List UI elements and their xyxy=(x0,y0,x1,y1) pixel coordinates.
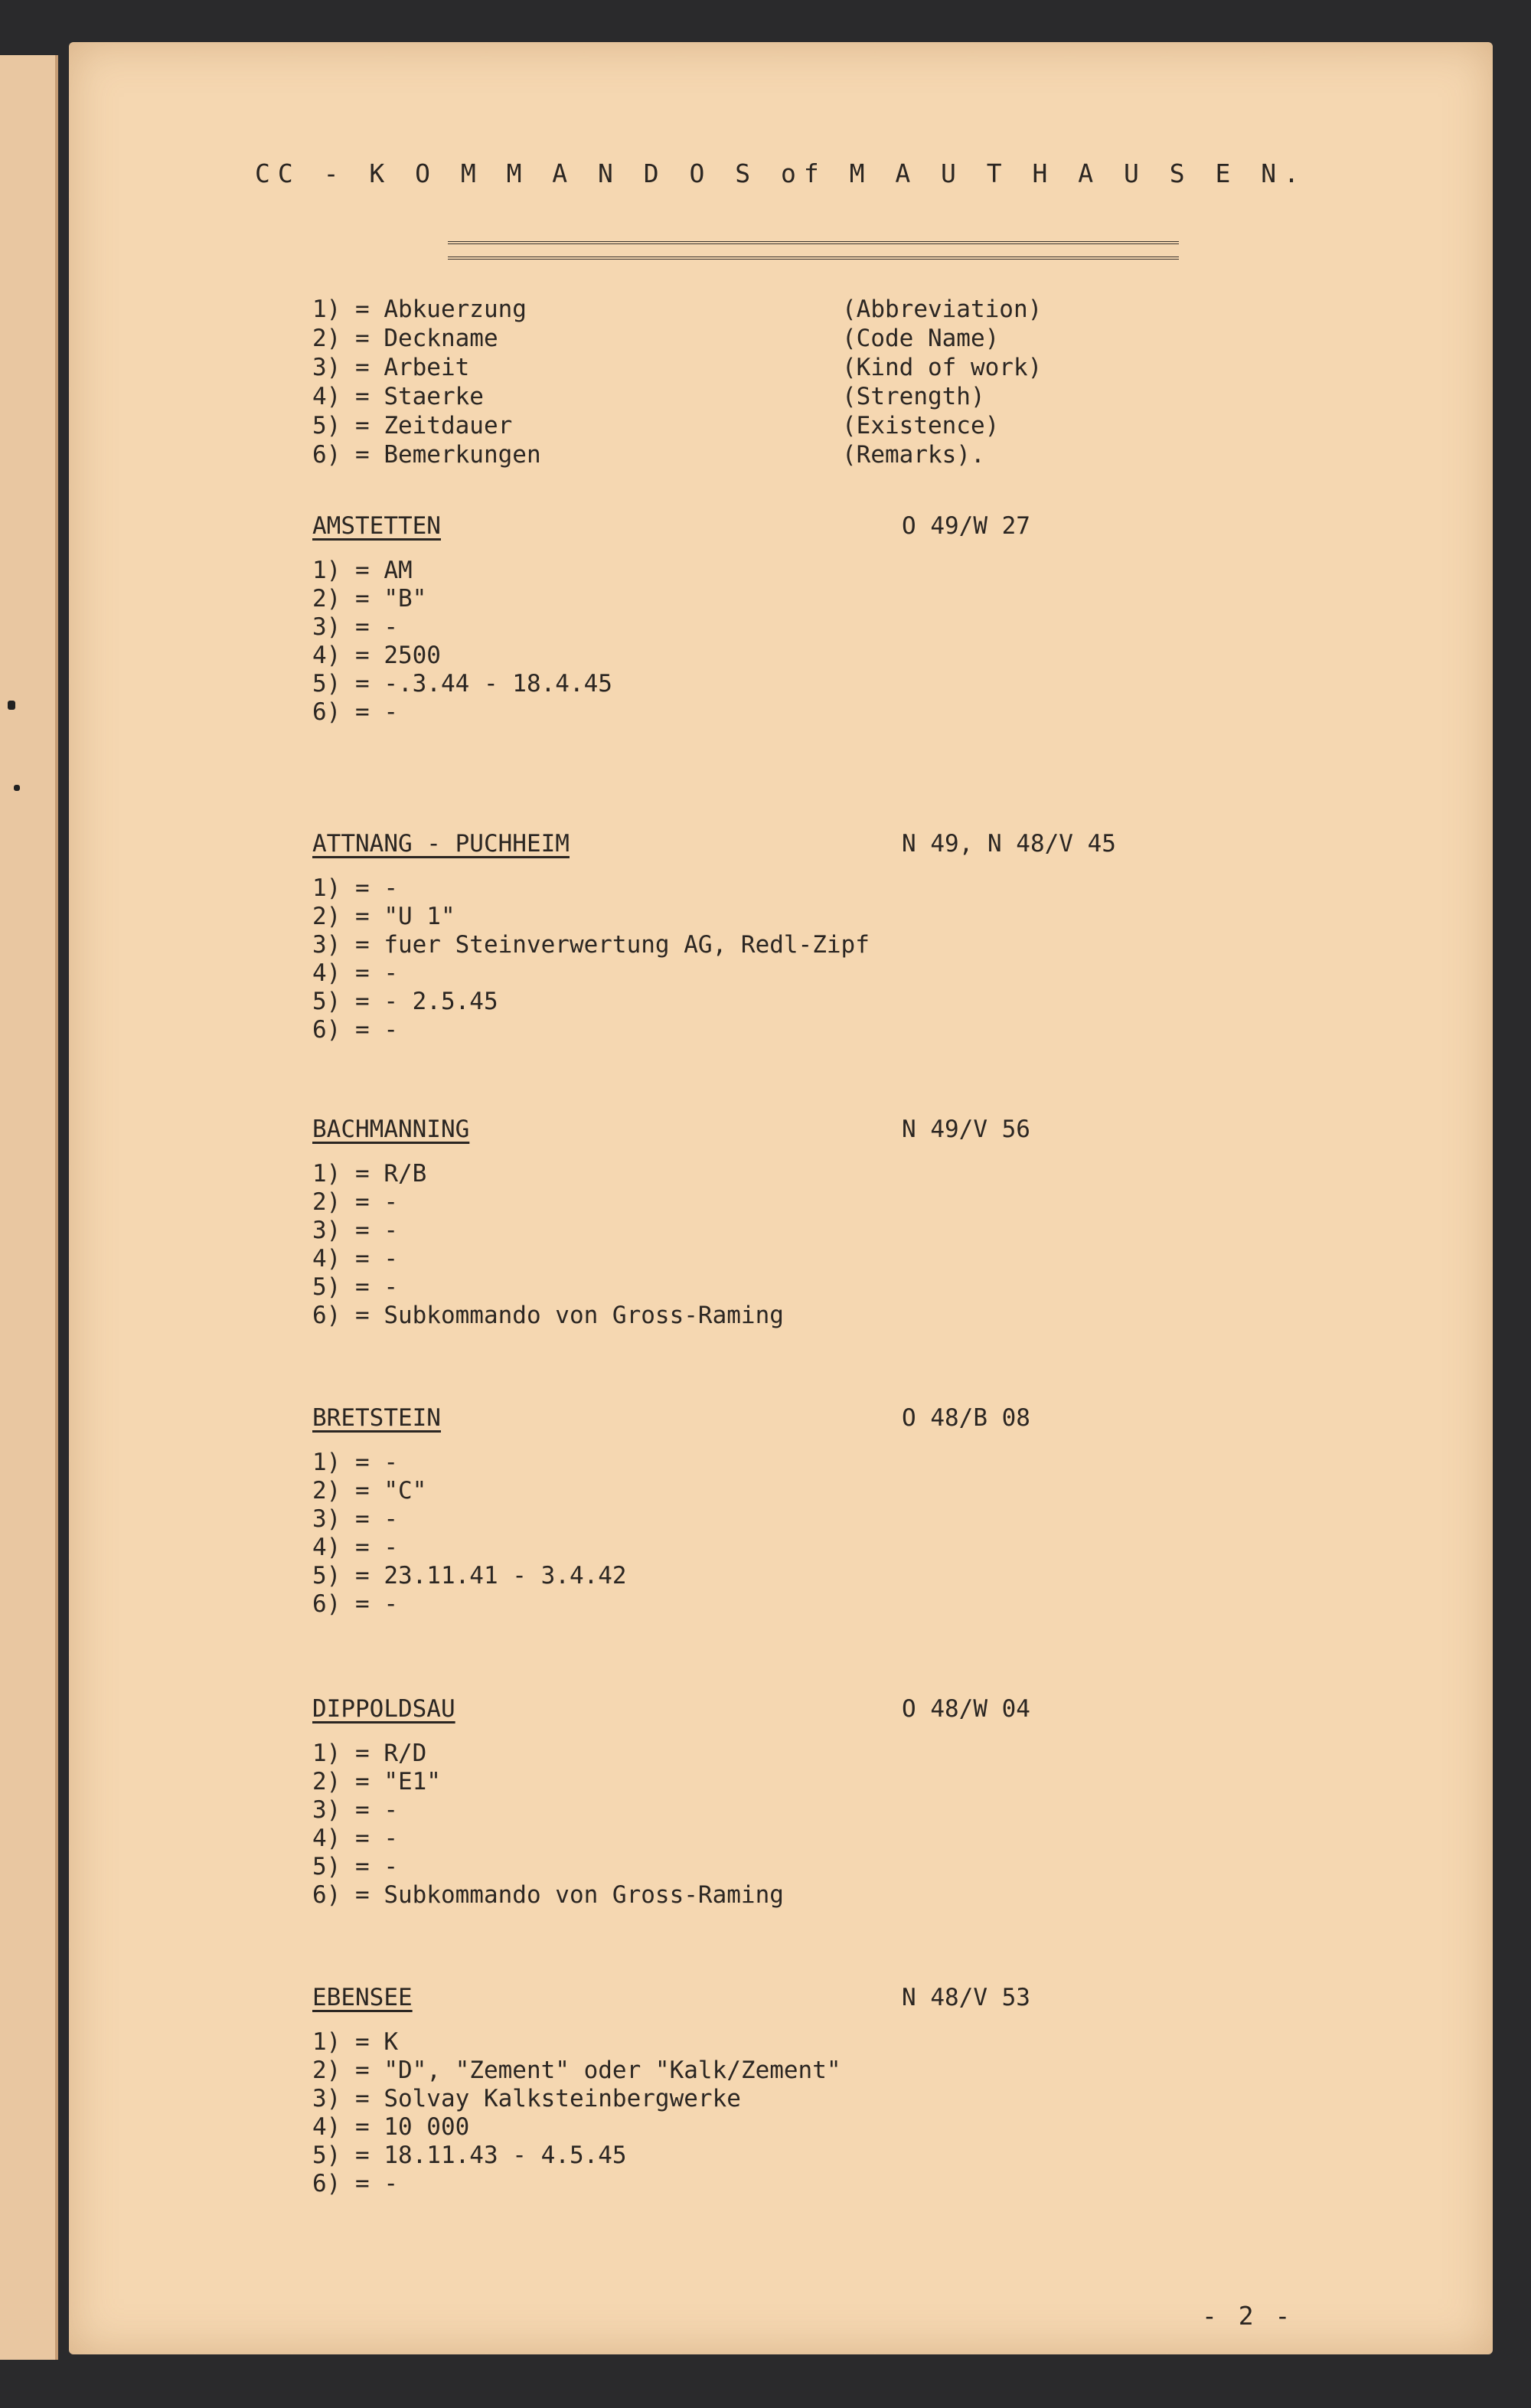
item-line: 4) = - xyxy=(312,1245,398,1273)
legend-line: (Remarks). xyxy=(842,441,985,469)
section-code: N 48/V 53 xyxy=(902,1984,1030,2011)
item-line: 6) = Subkommando von Gross-Raming xyxy=(312,1302,784,1329)
item-line: 5) = 18.11.43 - 4.5.45 xyxy=(312,2142,627,2169)
section-items xyxy=(312,1449,1461,1619)
item-line: 2) = "B" xyxy=(312,585,427,613)
legend-line: 3) = Arbeit xyxy=(312,354,470,381)
section-name: AMSTETTEN xyxy=(312,512,441,540)
item-line: 2) = "U 1" xyxy=(312,903,455,930)
item-line: 1) = - xyxy=(312,1449,398,1476)
legend-german xyxy=(312,295,541,469)
section-amstetten xyxy=(312,509,1461,727)
item-line: 6) = - xyxy=(312,698,398,726)
section-attnang-puchheim xyxy=(312,827,1461,1044)
section-bachmanning xyxy=(312,1113,1461,1330)
legend-line: (Existence) xyxy=(842,412,1000,439)
ink-speck xyxy=(8,701,15,710)
item-line: 1) = AM xyxy=(312,557,413,584)
ink-speck xyxy=(14,785,20,791)
legend-line: (Abbreviation) xyxy=(842,296,1043,323)
item-line: 2) = "C" xyxy=(312,1477,427,1505)
item-line: 5) = 23.11.41 - 3.4.42 xyxy=(312,1562,627,1590)
section-code: O 49/W 27 xyxy=(902,512,1030,540)
item-line: 1) = - xyxy=(312,874,398,902)
section-code: O 48/B 08 xyxy=(902,1404,1030,1432)
item-line: 6) = - xyxy=(312,1016,398,1044)
item-line: 3) = - xyxy=(312,1217,398,1244)
section-items xyxy=(312,874,1461,1044)
section-items xyxy=(312,1740,1461,1910)
document-page xyxy=(69,42,1493,2354)
title-double-rule xyxy=(448,241,1179,260)
adjacent-page-edge xyxy=(0,55,58,2360)
item-line: 3) = Solvay Kalksteinbergwerke xyxy=(312,2085,741,2112)
item-line: 6) = - xyxy=(312,1590,398,1618)
section-code: O 48/W 04 xyxy=(902,1695,1030,1723)
legend-line: 2) = Deckname xyxy=(312,325,498,352)
section-name: BACHMANNING xyxy=(312,1116,470,1143)
section-name: EBENSEE xyxy=(312,1984,413,2011)
item-line: 4) = 10 000 xyxy=(312,2113,470,2141)
legend-line: 4) = Staerke xyxy=(312,383,484,410)
section-dippoldsau xyxy=(312,1692,1461,1910)
item-line: 3) = - xyxy=(312,1505,398,1533)
item-line: 1) = R/D xyxy=(312,1740,427,1767)
section-name: ATTNANG - PUCHHEIM xyxy=(312,830,570,858)
legend-line: 1) = Abkuerzung xyxy=(312,296,527,323)
item-line: 3) = - xyxy=(312,613,398,641)
section-items xyxy=(312,2028,1461,2198)
legend-line: (Kind of work) xyxy=(842,354,1043,381)
item-line: 6) = Subkommando von Gross-Raming xyxy=(312,1881,784,1909)
item-line: 1) = R/B xyxy=(312,1160,427,1188)
legend-line: (Code Name) xyxy=(842,325,1000,352)
item-line: 4) = - xyxy=(312,959,398,987)
item-line: 6) = - xyxy=(312,2170,398,2197)
item-line: 2) = "D", "Zement" oder "Kalk/Zement" xyxy=(312,2057,841,2084)
item-line: 5) = - xyxy=(312,1273,398,1301)
page-number: - 2 - xyxy=(1202,2301,1294,2331)
item-line: 2) = - xyxy=(312,1188,398,1216)
section-code: N 49/V 56 xyxy=(902,1116,1030,1143)
section-ebensee xyxy=(312,1981,1461,2198)
section-bretstein xyxy=(312,1401,1461,1619)
item-line: 5) = -.3.44 - 18.4.45 xyxy=(312,670,612,698)
item-line: 3) = - xyxy=(312,1796,398,1824)
legend-line: 5) = Zeitdauer xyxy=(312,412,513,439)
section-code: N 49, N 48/V 45 xyxy=(902,830,1116,858)
item-line: 4) = 2500 xyxy=(312,642,441,669)
item-line: 5) = - xyxy=(312,1853,398,1880)
item-line: 3) = fuer Steinverwertung AG, Redl-Zipf xyxy=(312,931,870,959)
section-name: BRETSTEIN xyxy=(312,1404,441,1432)
item-line: 2) = "E1" xyxy=(312,1768,441,1795)
legend-line: (Strength) xyxy=(842,383,985,410)
item-line: 1) = K xyxy=(312,2028,398,2056)
item-line: 4) = - xyxy=(312,1825,398,1852)
legend-english xyxy=(842,295,1042,469)
section-items xyxy=(312,1160,1461,1330)
section-name: DIPPOLDSAU xyxy=(312,1695,455,1723)
section-items xyxy=(312,557,1461,727)
legend-line: 6) = Bemerkungen xyxy=(312,441,541,469)
item-line: 5) = - 2.5.45 xyxy=(312,988,498,1015)
document-title: CC - K O M M A N D O S of M A U T H A U S E N. xyxy=(255,158,1307,188)
item-line: 4) = - xyxy=(312,1534,398,1561)
